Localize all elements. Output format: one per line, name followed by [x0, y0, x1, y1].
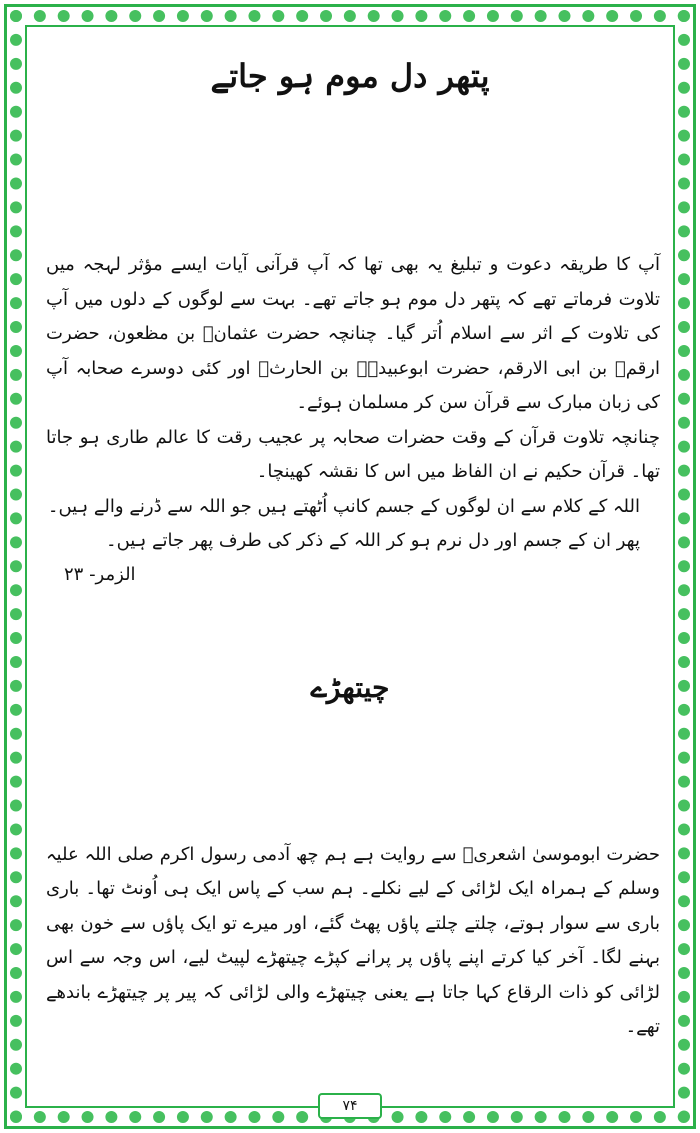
- section-subtitle: چیتھڑے: [310, 670, 390, 704]
- quote-line-2: [32, 524, 668, 585]
- section1-paragraph-2: چنانچہ تلاوت قرآن کے وقت حضرات صحابہ پر عجیب رقت کا عالم طاری ہو جاتا تھا۔ قرآن حکیم نے ان الفاظ میں اس کا نقشہ کھینچا۔: [46, 426, 660, 482]
- quote-line-1: [32, 490, 668, 524]
- quote-line-1-text: اللہ کے کلام سے ان لوگوں کے جسم کانپ اُٹھتے ہیں جو اللہ سے ڈرنے والے ہیں۔: [47, 495, 640, 517]
- quote-reference: الزمر- ۲۳: [64, 563, 136, 585]
- section1-paragraph-1: آپ کا طریقہ دعوت و تبلیغ یہ بھی تھا کہ آپ قرآنی آیات ایسے مؤثر لہجہ میں تلاوت فرماتے تھے کہ پتھر دل موم ہو جاتے تھے۔ بہت سے لوگوں کے دلوں میں آپ کی تلاوت کے اثر سے اسلام اُتر گیا۔ چنانچہ حضرت عثمانؓ بن مظعون، حضرت ارقمؓ بن ابی الارقم، حضرت ابوعبیدہؓ بن الحارثؓ اور کئی دوسرے صحابہ آپ کی زبان مبارک سے قرآن سن کر مسلمان ہوئے۔: [46, 254, 660, 413]
- quote-line-2-text: پھر ان کے جسم اور دل نرم ہو کر اللہ کے ذکر کی طرف پھر جاتے ہیں۔: [106, 529, 640, 551]
- page-number: ۷۴: [318, 1093, 382, 1119]
- section2-paragraph: حضرت ابوموسیٰ اشعریؓ سے روایت ہے ہم چھ آدمی رسول اکرم صلی اللہ علیہ وسلم کے ہمراہ ایک لڑائی کے لیے نکلے۔ ہم سب کے پاس ایک ہی اُونٹ تھا۔ باری باری سے سوار ہوتے، چلتے چلتے پاؤں پھٹ گئے، اور میرے تو ایک پاؤں سے خون بھی بہنے لگا۔ آخر کیا کرتے اپنے پاؤں پر پرانے کپڑے چیتھڑے لپیٹ لیے، اس وجہ سے اس لڑائی کو ذات الرقاع کہا جاتا ہے یعنی چیتھڑے والی لڑائی کہ پیر پر چیتھڑے باندھے تھے۔: [46, 843, 660, 1037]
- page-title: پتھر دل موم ہو جاتے: [210, 57, 490, 95]
- page-content: [32, 30, 668, 1100]
